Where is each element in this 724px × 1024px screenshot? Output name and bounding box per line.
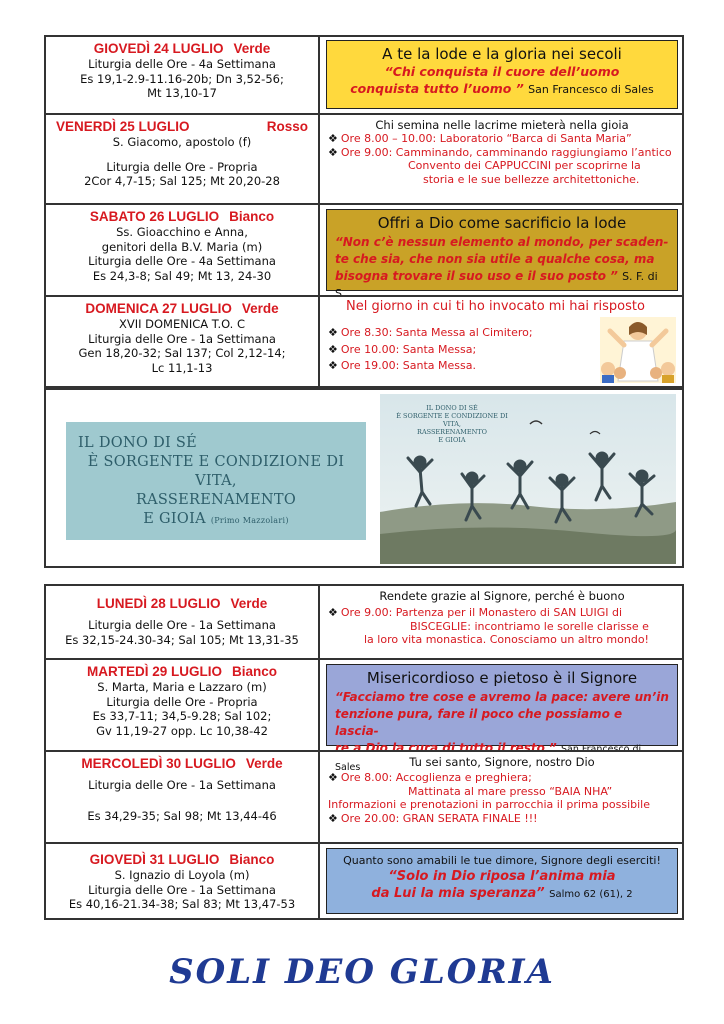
info-line: Es 34,29-35; Sal 98; Mt 13,44-46 (87, 808, 277, 823)
bullet-icon: ❖ (328, 326, 338, 339)
day-content (322, 115, 682, 203)
day-content (322, 37, 682, 113)
day-info (46, 205, 320, 295)
day-content (322, 752, 682, 842)
day-info (46, 115, 320, 203)
day-row-thu-24 (46, 37, 682, 113)
liturgical-color: Bianco (229, 209, 275, 224)
info-line: 2Cor 4,7-15; Sal 125; Mt 20,20-28 (84, 174, 280, 188)
week-table-1 (44, 35, 684, 388)
liturgical-color: Bianco (229, 852, 275, 867)
quote-author: S. F. di S. (335, 270, 658, 300)
caption-line: È SORGENTE E CONDIZIONE DI VITA, (396, 412, 508, 428)
bullet-icon: ❖ (328, 132, 338, 145)
info-line: Es 40,16-21.34-38; Sal 83; Mt 13,47-53 (68, 897, 296, 911)
week-table-2 (44, 584, 684, 920)
day-title: VENERDÌ 25 LUGLIO Rosso (56, 119, 308, 134)
day-row-wed-30 (46, 750, 682, 842)
quote-author: (Primo Mazzolari) (210, 516, 289, 525)
info-line: genitori della B.V. Maria (m) (101, 239, 263, 254)
event-item: ❖ Ore 8.30: Santa Messa al Cimitero; (328, 326, 533, 339)
info-line: S. Marta, Maria e Lazzaro (m) (97, 680, 267, 694)
info-line: Es 32,15-24.30-34; Sal 105; Mt 13,31-35 (65, 632, 299, 647)
day-row-thu-31 (46, 842, 682, 918)
info-line: Es 24,3-8; Sal 49; Mt 13, 24-30 (92, 268, 272, 283)
info-line: Lc 11,1-13 (151, 360, 213, 375)
day-content (322, 297, 682, 386)
info-line: Liturgia delle Ore - Propria (106, 159, 258, 174)
info-line: Liturgia delle Ore - 4a Settimana (88, 57, 276, 71)
bullet-icon: ❖ (328, 771, 338, 784)
box-title: A te la lode e la gloria nei secoli (382, 45, 622, 63)
event-item: ❖ Ore 19.00: Santa Messa. (328, 359, 476, 372)
day-content (322, 844, 682, 918)
quote-line: te che sia, che non sia utile a qualche cosa, ma (335, 252, 655, 266)
day-row-sat-26 (46, 203, 682, 300)
event-item-cont: BISCEGLIE: incontriamo le sorelle clarisse e (410, 619, 649, 633)
box-title: Misericordioso e pietoso è il Signore (366, 669, 638, 687)
day-info (46, 297, 320, 386)
liturgical-color: Verde (245, 756, 283, 771)
info-line: Liturgia delle Ore - 4a Settimana (88, 254, 276, 268)
verse-header: Rendete grazie al Signore, perché è buono (379, 589, 625, 603)
bullet-icon: ❖ (328, 359, 338, 372)
event-item-cont: Mattinata al mare presso “BAIA NHA” (408, 784, 613, 798)
event-item: ❖ Ore 20.00: GRAN SERATA FINALE !!! (328, 811, 538, 825)
info-line: XVII DOMENICA T.O. C (118, 317, 246, 331)
day-info (46, 37, 320, 113)
quote-author: San Francesco di Sales (335, 744, 642, 773)
day-info (46, 660, 320, 750)
event-item: ❖ Ore 10.00: Santa Messa; (328, 342, 477, 356)
day-row-fri-25 (46, 113, 682, 203)
liturgical-color: Verde (230, 596, 268, 611)
quote-line: “Solo in Dio riposa l’anima mia (388, 869, 616, 884)
bullet-icon: ❖ (328, 606, 338, 619)
info-line: Liturgia delle Ore - 1a Settimana (88, 618, 276, 632)
jesus-illustration (600, 317, 676, 383)
day-title: LUNEDÌ 28 LUGLIO Verde (96, 596, 268, 611)
quote-line: re a Dio la cura di tutto il resto ” San Francesco di Sales (335, 741, 642, 773)
quote-box (326, 40, 678, 109)
quote-line: da Lui la mia speranza” Salmo 62 (61), 2 (371, 886, 633, 901)
bullet-icon: ❖ (328, 145, 338, 159)
quote-box (326, 209, 678, 300)
day-row-sun-27 (46, 295, 682, 386)
quote-line: E GIOIA (Primo Mazzolari) (143, 511, 289, 527)
bullet-icon: ❖ (328, 811, 338, 825)
quote-line: tenzione pura, fare il poco che possiamo e lascia- (335, 707, 623, 738)
day-info (46, 752, 320, 842)
info-line: Gv 11,19-27 opp. Lc 10,38-42 (96, 723, 268, 738)
quote-line: bisogna trovare il suo uso e il suo posto ” S. F. di S. (335, 269, 658, 300)
day-row-mon-28 (46, 586, 682, 658)
liturgical-color: Bianco (232, 664, 278, 679)
info-line: Liturgia delle Ore - 1a Settimana (88, 778, 276, 792)
image-row (44, 388, 684, 568)
day-title: GIOVEDÌ 31 LUGLIO Bianco (89, 852, 275, 867)
day-title: SABATO 26 LUGLIO Bianco (89, 209, 275, 224)
quote-line: È SORGENTE E CONDIZIONE DI VITA, (87, 454, 345, 489)
caption-line: RASSERENAMENTO (417, 428, 487, 436)
caption-line: E GIOIA (438, 436, 466, 444)
day-info (46, 844, 320, 918)
info-line: Liturgia delle Ore - 1a Settimana (88, 882, 276, 897)
liturgical-color: Rosso (266, 119, 308, 134)
event-item-cont: la loro vita monastica. Conosciamo un altro mondo! (364, 633, 649, 646)
bullet-icon: ❖ (328, 342, 338, 356)
event-item-cont: storia e le sue bellezze architettoniche. (423, 172, 640, 186)
info-note: Informazioni e prenotazioni in parrocchia il prima possibile (328, 798, 650, 811)
mazzolari-quote-card (66, 422, 366, 540)
day-content (322, 205, 682, 300)
quote-line: “Chi conquista il cuore dell’uomo (384, 64, 620, 79)
box-title: Offri a Dio come sacrificio la lode (377, 214, 627, 232)
event-item: ❖ Ore 9.00: Camminando, camminando raggiungiamo l’antico (328, 145, 672, 159)
event-item-cont: Convento dei CAPPUCCINI per scoprirne la (408, 159, 641, 172)
info-line: Ss. Gioacchino e Anna, (116, 225, 248, 239)
day-title: MARTEDÌ 29 LUGLIO Bianco (86, 664, 278, 679)
box-title: Quanto sono amabili le tue dimore, Signore degli eserciti! (343, 854, 661, 867)
info-line: Liturgia delle Ore - Propria (106, 694, 258, 709)
day-info (46, 586, 320, 658)
quote-line: RASSERENAMENTO (135, 492, 297, 508)
quote-line: “Facciamo tre cose e avremo la pace: avere un’in (335, 690, 669, 704)
info-line: Liturgia delle Ore - 1a Settimana (88, 331, 276, 346)
info-line: S. Ignazio di Loyola (m) (114, 868, 250, 882)
day-title: MERCOLEDÌ 30 LUGLIO Verde (81, 756, 283, 771)
event-item: ❖ Ore 8.00: Accoglienza e preghiera; (328, 771, 532, 784)
quote-author: San Francesco di Sales (528, 83, 654, 96)
day-content (322, 586, 682, 658)
info-line: Gen 18,20-32; Sal 137; Col 2,12-14; (78, 346, 286, 360)
info-line: S. Giacomo, apostolo (f) (112, 135, 252, 149)
quote-box (326, 848, 678, 914)
verse-header: Nel giorno in cui ti ho invocato mi hai risposto (346, 299, 645, 314)
event-item: ❖ Ore 9.00: Partenza per il Monastero di SAN LUIGI di (328, 606, 623, 619)
jumping-people-photo (380, 394, 676, 564)
quote-line: conquista tutto l’uomo ” San Francesco di Sales (350, 81, 654, 96)
event-item: ❖ Ore 8.00 – 10.00: Laboratorio “Barca di Santa Maria” (328, 132, 632, 145)
photo-caption (392, 404, 512, 444)
quote-line: “Non c’è nessun elemento al mondo, per scaden- (335, 235, 669, 249)
info-line: Es 33,7-11; 34,5-9.28; Sal 102; (92, 709, 272, 723)
day-title: DOMENICA 27 LUGLIO Verde (85, 301, 279, 316)
day-title: GIOVEDÌ 24 LUGLIO Verde (93, 41, 271, 56)
quote-line: IL DONO DI SÉ (78, 435, 198, 451)
info-line: Es 19,1-2.9-11.16-20b; Dn 3,52-56; (80, 71, 284, 86)
liturgical-color: Verde (241, 301, 279, 316)
quote-author: Salmo 62 (61), 2 (549, 889, 633, 900)
caption-line: IL DONO DI SÉ (426, 404, 478, 412)
liturgical-color: Verde (233, 41, 271, 56)
footer-motto: SOLI DEO GLORIA (169, 952, 555, 992)
verse-header: Chi semina nelle lacrime mieterà nella gioia (375, 118, 629, 132)
verse-header: Tu sei santo, Signore, nostro Dio (409, 755, 595, 769)
info-line: Mt 13,10-17 (147, 86, 217, 100)
